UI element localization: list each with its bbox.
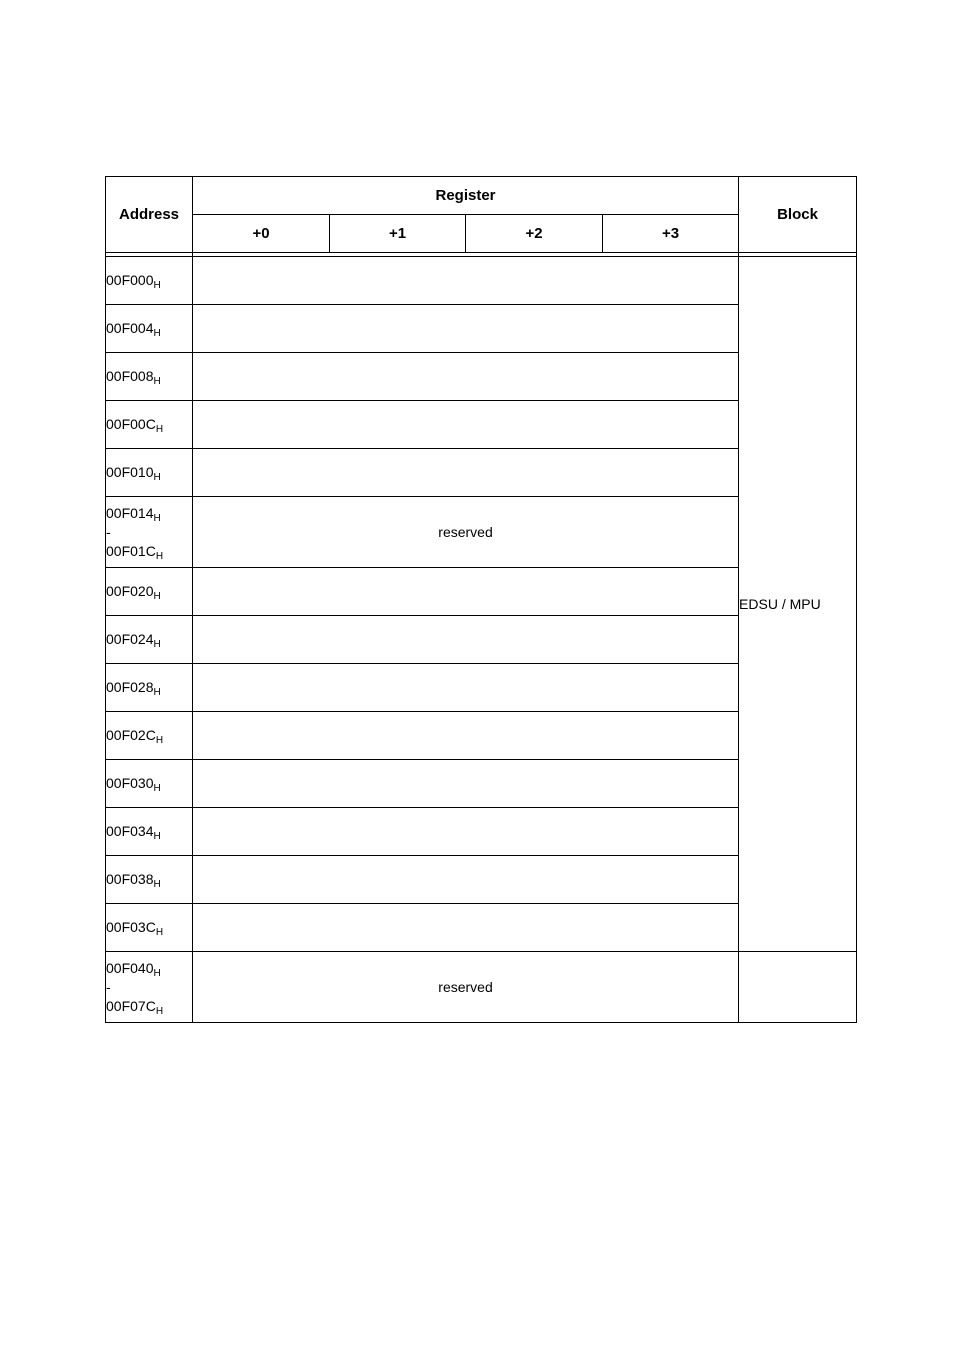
register-cell [193, 616, 739, 664]
address-header: Address [106, 177, 193, 253]
address-range-cell: $00F040_H$ - $00F07C_H$ [106, 952, 193, 1023]
register-cell [193, 856, 739, 904]
register-cell [193, 808, 739, 856]
register-header: Register [193, 177, 739, 215]
offset-header-3: +3 [603, 215, 739, 253]
register-cell [193, 257, 739, 305]
address-cell: $00F034_H$ [106, 808, 193, 856]
register-cell [193, 353, 739, 401]
table-row [106, 257, 857, 305]
reserved-cell: reserved [193, 952, 739, 1023]
block-cell: EDSU / MPU [739, 257, 857, 952]
address-cell: $00F020_H$ [106, 568, 193, 616]
offset-header-2: +2 [466, 215, 603, 253]
address-cell: $00F03C_H$ [106, 904, 193, 952]
reserved-cell: reserved [193, 497, 739, 568]
address-cell: $00F028_H$ [106, 664, 193, 712]
offset-header-1: +1 [330, 215, 466, 253]
block-cell-empty [739, 952, 857, 1023]
register-cell [193, 712, 739, 760]
register-cell [193, 401, 739, 449]
address-range-cell: $00F014_H$ - $00F01C_H$ [106, 497, 193, 568]
register-cell [193, 664, 739, 712]
register-cell [193, 568, 739, 616]
address-cell: $00F02C_H$ [106, 712, 193, 760]
address-cell: $00F008_H$ [106, 353, 193, 401]
address-cell: $00F030_H$ [106, 760, 193, 808]
block-header: Block [739, 177, 857, 253]
address-cell: $00F004_H$ [106, 305, 193, 353]
address-cell: $00F000_H$ [106, 257, 193, 305]
address-cell: $00F024_H$ [106, 616, 193, 664]
register-cell [193, 760, 739, 808]
register-cell [193, 904, 739, 952]
register-cell [193, 449, 739, 497]
offset-header-0: +0 [193, 215, 330, 253]
register-map-table [105, 176, 857, 1023]
register-cell [193, 305, 739, 353]
address-cell: $00F00C_H$ [106, 401, 193, 449]
address-cell: $00F038_H$ [106, 856, 193, 904]
address-cell: $00F010_H$ [106, 449, 193, 497]
table-row [106, 952, 857, 1023]
